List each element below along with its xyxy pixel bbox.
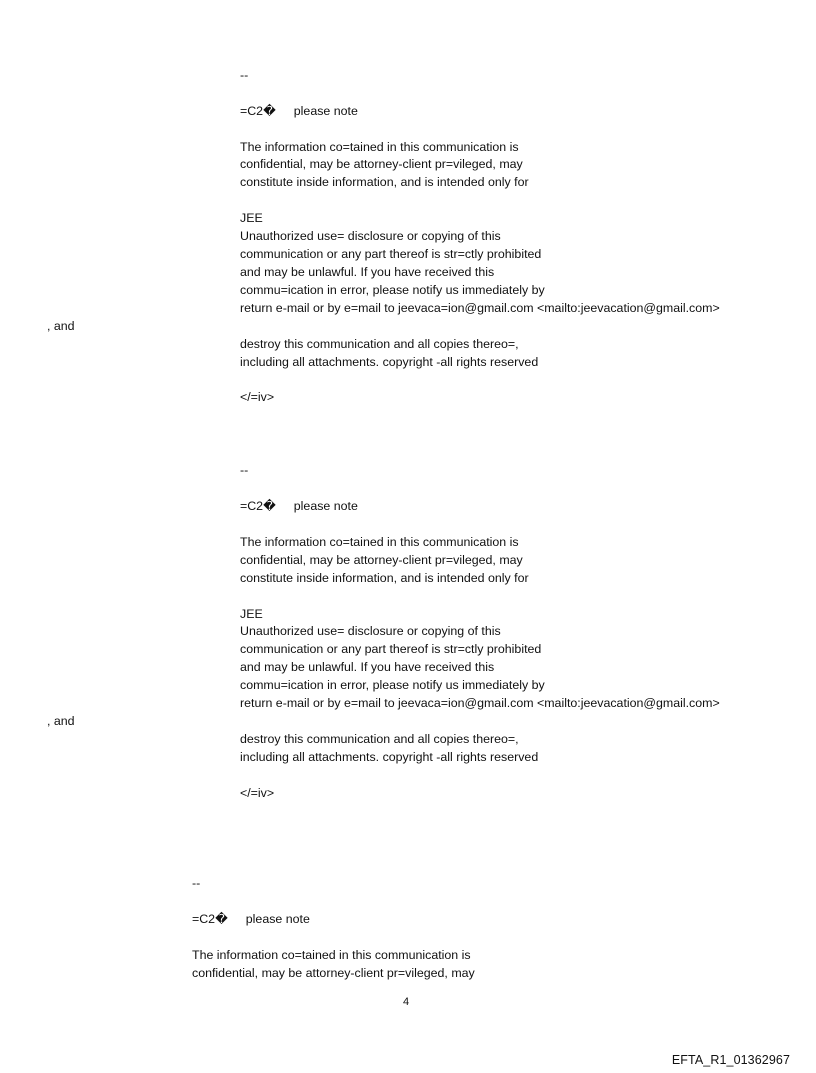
and-fragment: , and <box>47 319 75 333</box>
separator: -- <box>192 876 201 890</box>
body-line: and may be unlawful. If you have received this <box>240 265 495 279</box>
body-line: and may be unlawful. If you have received this <box>240 660 495 674</box>
note-heading <box>240 103 358 120</box>
note-label: please note <box>245 912 310 926</box>
document-id: EFTA_R1_01362967 <box>671 1053 790 1067</box>
note-label: please note <box>293 499 358 513</box>
body-line: JEE <box>240 607 263 621</box>
body-line: communication or any part thereof is str=ctly prohibited <box>240 642 542 656</box>
body-line: constitute inside information, and is intended only for <box>240 571 529 585</box>
separator: -- <box>240 68 249 82</box>
page-number: 4 <box>403 996 410 1008</box>
body-line: commu=ication in error, please notify us immediately by <box>240 678 545 692</box>
body-line: return e-mail or by e=mail to jeevaca=ion@gmail.com <mailto:jeevacation@gmail.com> <box>240 301 720 315</box>
closing-tag: </=iv> <box>240 390 275 404</box>
note-heading <box>192 911 310 928</box>
separator: -- <box>240 463 249 477</box>
body-line: destroy this communication and all copies thereo=, <box>240 732 519 746</box>
body-line: communication or any part thereof is str=ctly prohibited <box>240 247 542 261</box>
body-line: commu=ication in error, please notify us immediately by <box>240 283 545 297</box>
body-line: Unauthorized use= disclosure or copying of this <box>240 624 501 638</box>
note-heading <box>240 498 358 515</box>
body-line: constitute inside information, and is intended only for <box>240 175 529 189</box>
note-prefix: =C2� <box>192 912 228 926</box>
body-line: return e-mail or by e=mail to jeevaca=ion@gmail.com <mailto:jeevacation@gmail.com> <box>240 696 720 710</box>
body-line: including all attachments. copyright -all rights reserved <box>240 750 539 764</box>
body-line: confidential, may be attorney-client pr=vileged, may <box>240 157 523 171</box>
body-line: The information co=tained in this communication is <box>240 140 519 154</box>
closing-tag: </=iv> <box>240 786 275 800</box>
note-prefix: =C2� <box>240 104 276 118</box>
note-prefix: =C2� <box>240 499 276 513</box>
and-fragment: , and <box>47 714 75 728</box>
body-line: The information co=tained in this communication is <box>240 535 519 549</box>
body-line: JEE <box>240 211 263 225</box>
body-line: destroy this communication and all copies thereo=, <box>240 337 519 351</box>
body-line: including all attachments. copyright -all rights reserved <box>240 355 539 369</box>
body-line: confidential, may be attorney-client pr=vileged, may <box>192 966 475 980</box>
body-line: confidential, may be attorney-client pr=vileged, may <box>240 553 523 567</box>
note-label: please note <box>293 104 358 118</box>
body-line: The information co=tained in this communication is <box>192 948 471 962</box>
body-line: Unauthorized use= disclosure or copying of this <box>240 229 501 243</box>
